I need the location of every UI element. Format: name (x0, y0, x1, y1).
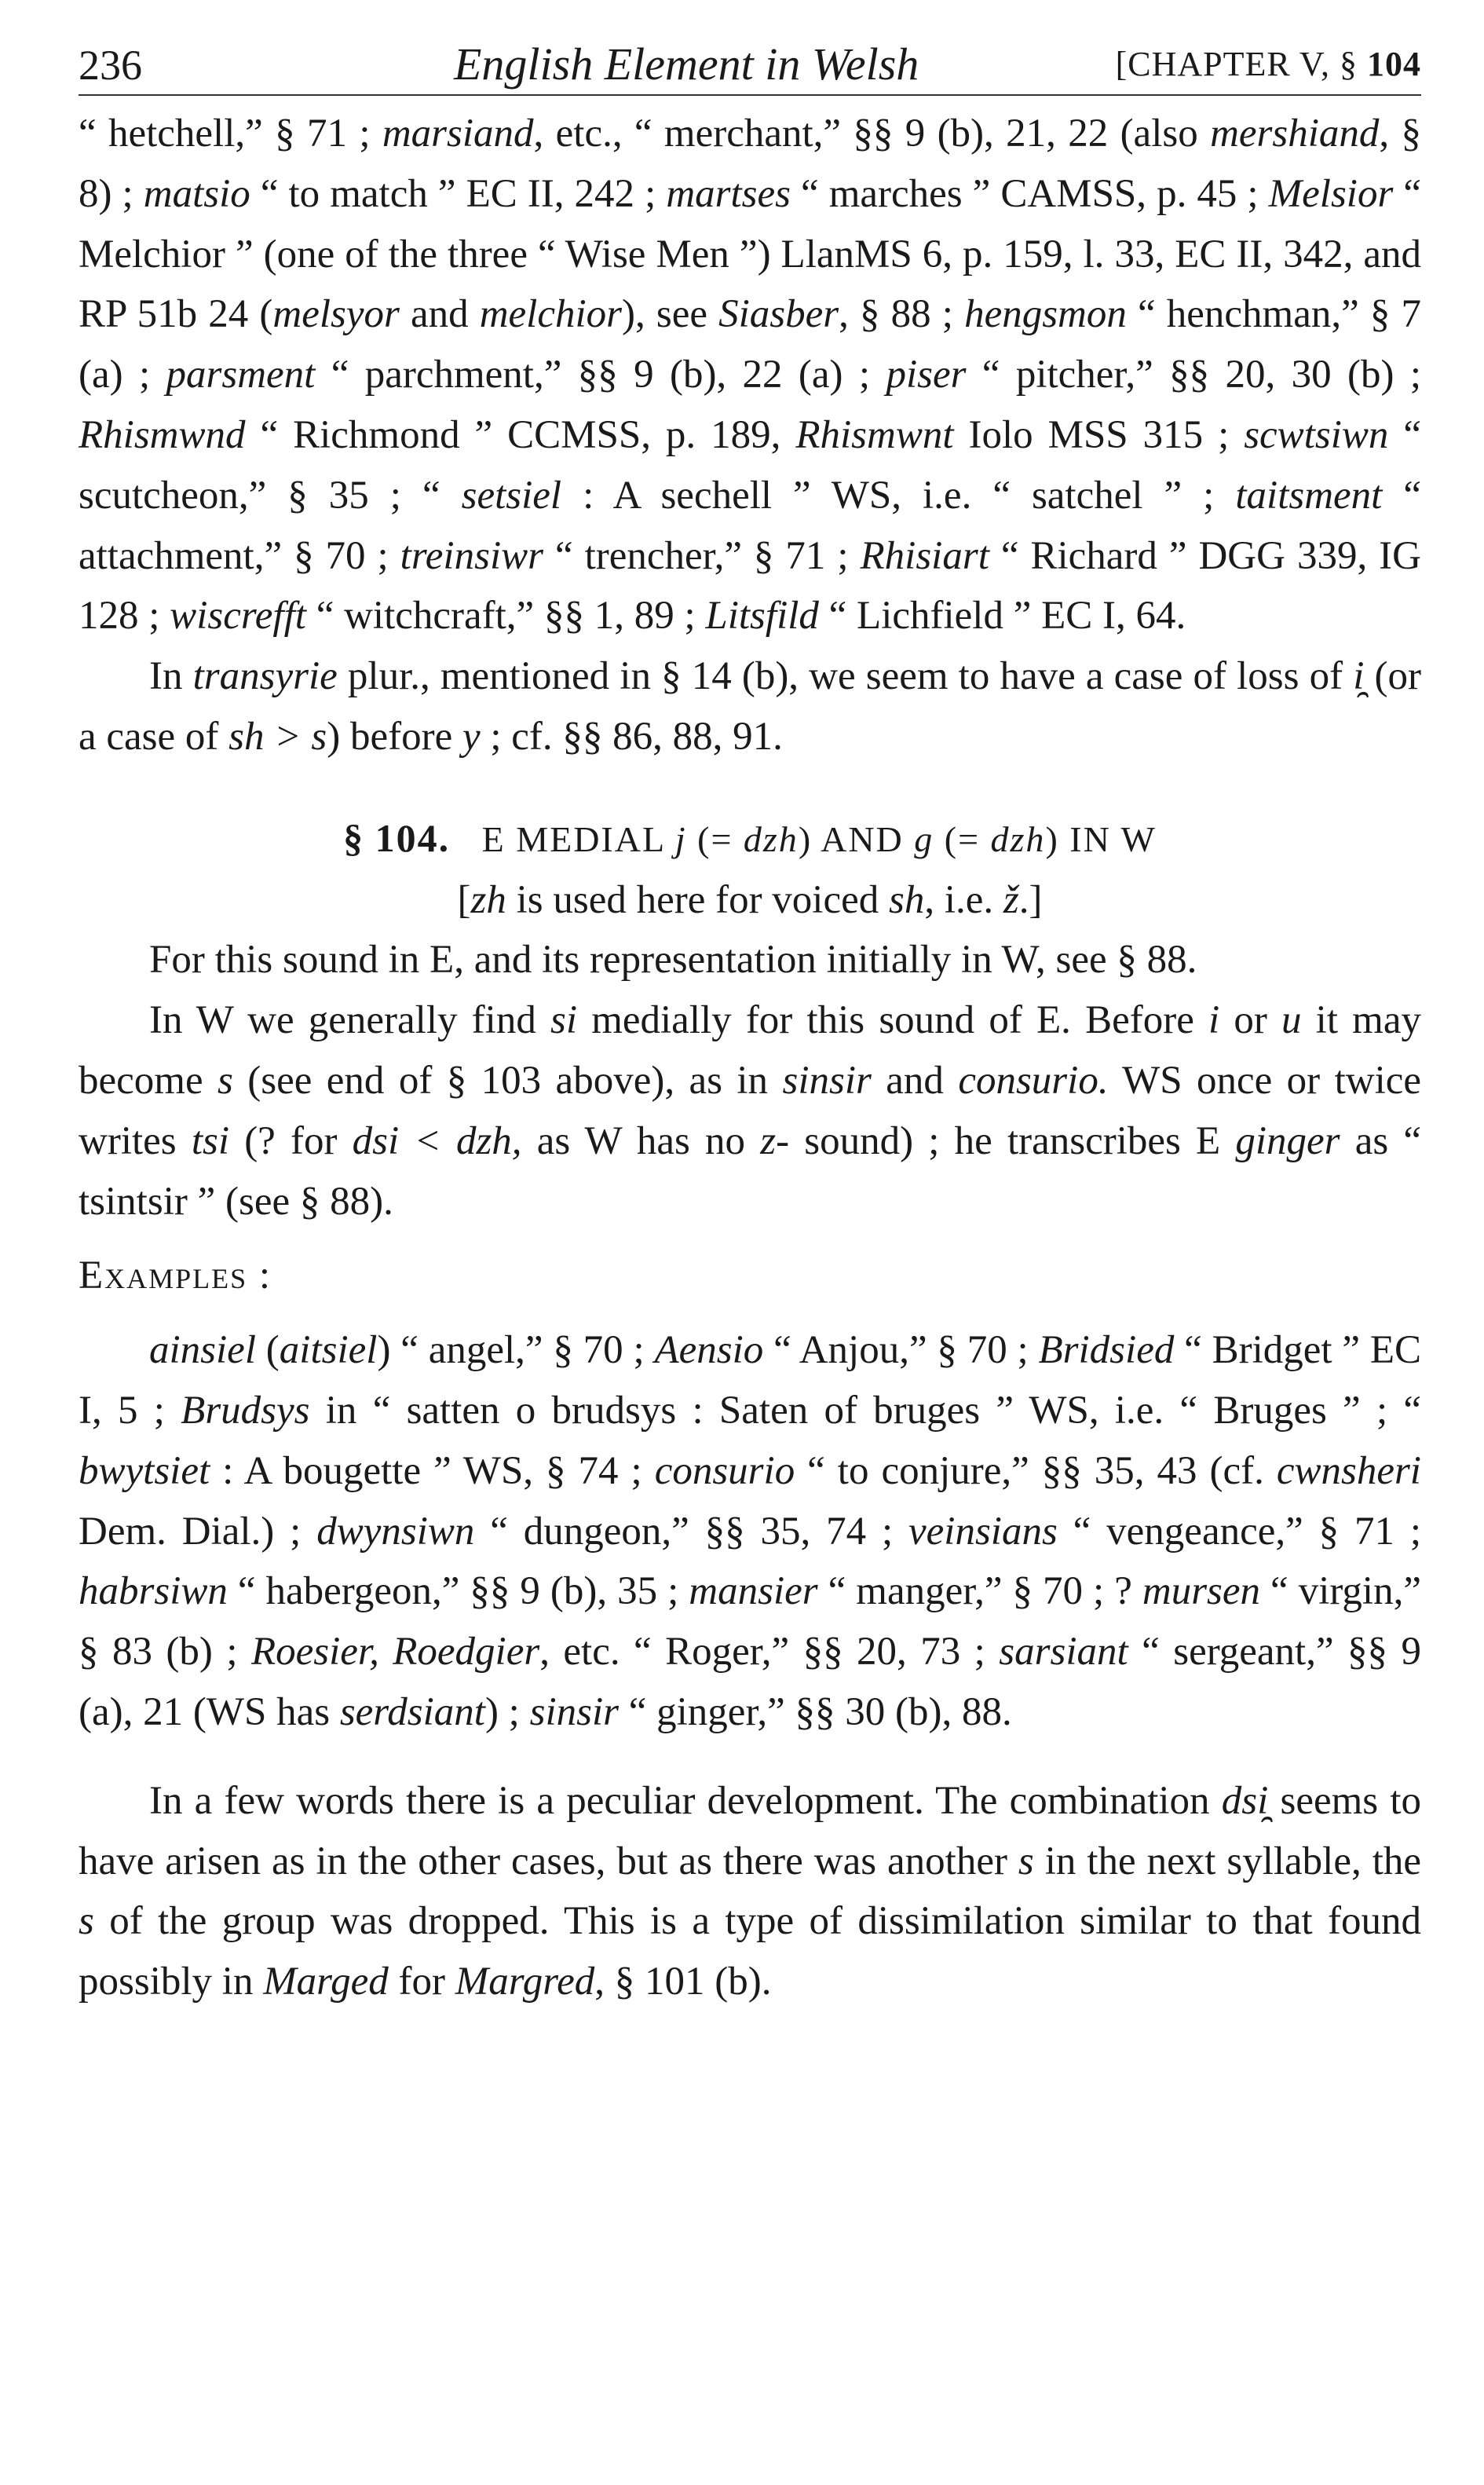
text-run: dzh (743, 818, 799, 859)
text-run: “ Bridget ” EC I, 5 ; (79, 1328, 1421, 1433)
text-run: sarsiant (999, 1630, 1128, 1674)
text-run: aitsiel (279, 1328, 378, 1373)
text-run: “ Richmond ” CCMSS, p. 189, (245, 412, 796, 457)
text-run: Dem. Dial.) ; (79, 1509, 317, 1554)
text-run: “ pitcher,” §§ 20, 30 (b) ; (966, 353, 1421, 397)
section-number: 104 (1367, 45, 1421, 83)
text-run: sound) ; he transcribes E (789, 1118, 1236, 1163)
text-run: medially for this sound of E. Before (577, 998, 1208, 1043)
text-run: Bridsied (1038, 1328, 1175, 1373)
text-run: s (1018, 1839, 1034, 1883)
text-run: “ to conjure,” §§ 35, 43 (cf. (795, 1448, 1277, 1493)
text-run: of the group was dropped. This is a type of dissimilation similar to that found possibly in (79, 1899, 1421, 2004)
text-run: In W we generally find (149, 998, 550, 1043)
text-run: , etc. “ Roger,” §§ 20, 73 ; (539, 1630, 1000, 1674)
text-run: ), see (622, 292, 719, 337)
paragraph-continuation (79, 104, 1421, 646)
text-run: “ Anjou,” § 70 ; (763, 1328, 1039, 1373)
text-run: “ attachment,” § 70 ; (79, 473, 1421, 578)
text-run: dsi̯ (1221, 1778, 1269, 1823)
text-run: “ sergeant,” §§ 9 (a), 21 (WS has (79, 1630, 1421, 1734)
text-run: sinsir (529, 1689, 619, 1734)
text-run: [ (457, 877, 471, 922)
text-run: mursen (1142, 1569, 1261, 1614)
text-run: habrsiwn (79, 1569, 228, 1614)
text-run: ž (1003, 877, 1019, 922)
text-run: Siasber (718, 292, 839, 337)
text-run: (= (934, 818, 991, 859)
text-run: i (1208, 998, 1220, 1043)
text-run: “ Richard ” DGG 339, IG 128 ; (79, 533, 1421, 639)
text-run: , i.e. (924, 877, 1003, 922)
text-run: ginger (1235, 1118, 1340, 1163)
text-run: ; cf. §§ 86, 88, 91. (480, 714, 783, 759)
text-run: (? for (229, 1118, 353, 1163)
text-run: “ trencher,” § 71 ; (543, 533, 861, 578)
text-run: Margred (455, 1960, 595, 2004)
text-run: dsi < dzh, (352, 1118, 522, 1163)
text-run: j (674, 818, 687, 859)
text-run: Melsior (1268, 171, 1394, 216)
text-run: .] (1018, 877, 1043, 922)
text-run: cwnsheri (1276, 1448, 1421, 1493)
paragraph-dissimilation (79, 1771, 1421, 2012)
text-run: as “ tsintsir ” (see § 88). (79, 1118, 1422, 1224)
text-run: melchior (479, 292, 623, 337)
text-run: 104. (375, 815, 451, 860)
text-run: for (388, 1960, 455, 2004)
text-run: setsiel (461, 473, 562, 518)
text-run: plur., mentioned in § 14 (b), we seem to have a case of loss of (337, 654, 1354, 699)
text-run: , etc., “ merchant,” §§ 9 (b), 21, 22 (also (533, 112, 1211, 156)
text-run: mansier (689, 1569, 818, 1614)
text-run: “ vengeance,” § 71 ; (1057, 1509, 1421, 1554)
body-text (79, 96, 1421, 2012)
section-heading (79, 808, 1421, 870)
text-run: “ scutcheon,” § 35 ; “ (79, 412, 1421, 518)
text-run: Brudsys (181, 1388, 310, 1433)
text-run: in “ satten o brudsys : Saten of bruges ” WS, i.e. “ Bruges ” ; “ (309, 1388, 1422, 1433)
text-run: ) IN W (1045, 818, 1157, 859)
text-run: sinsir (782, 1058, 872, 1103)
text-run: : A bougette ” WS, § 74 ; (210, 1448, 655, 1493)
text-run: g (914, 818, 934, 859)
text-run: wiscrefft (170, 594, 306, 639)
text-run: “ witchcraft,” §§ 1, 89 ; (305, 594, 706, 639)
text-run: “ henchman,” § 7 (a) ; (79, 292, 1421, 397)
text-run: treinsiwr (400, 533, 543, 578)
text-run: in the next syllable, the (1033, 1839, 1421, 1883)
text-run: Rhismwnt (795, 412, 954, 457)
text-run: sh (889, 877, 925, 922)
text-run: dzh (990, 818, 1046, 859)
examples-list (79, 1320, 1421, 1743)
running-title: English Element in Welsh (454, 38, 919, 90)
text-run: hengsmon (964, 292, 1127, 337)
text-run: WS once or twice writes (79, 1058, 1422, 1163)
text-run: and (399, 292, 480, 337)
text-run: (or a case of (79, 654, 1422, 759)
text-run: Iolo MSS 315 ; (953, 412, 1245, 457)
text-run: melsyor (272, 292, 400, 337)
text-run: Rhismwnd (79, 412, 246, 457)
text-run: i̯ (1353, 654, 1365, 699)
text-run: scwtsiwn (1244, 412, 1389, 457)
text-run: ainsiel (149, 1328, 256, 1373)
text-run: y (462, 714, 481, 759)
text-run: mershiand (1210, 112, 1380, 156)
text-run: : A sechell ” WS, i.e. “ satchel ” ; (561, 473, 1236, 518)
text-run: “ virgin,” § 83 (b) ; (79, 1569, 1421, 1674)
text-run: “ Lichfield ” EC I, 64. (818, 594, 1186, 639)
text-run: Roesier, Roedgier (250, 1630, 540, 1674)
text-run: bwytsiet (79, 1448, 210, 1493)
chapter-reference (1116, 44, 1421, 84)
running-header (79, 31, 1421, 96)
text-run: s (217, 1058, 233, 1103)
text-run: In (149, 654, 193, 699)
text-run: E MEDIAL (481, 818, 675, 859)
text-run: “ habergeon,” §§ 9 (b), 35 ; (227, 1569, 689, 1614)
paragraph-sound: For this sound in E, and its representation initially in W, see § 88. (149, 938, 1197, 983)
text-run: “ marches ” CAMSS, p. 45 ; (791, 171, 1269, 216)
text-run: veinsians (908, 1509, 1058, 1554)
text-run: consurio (654, 1448, 795, 1493)
text-run: s (79, 1899, 94, 1944)
text-run: ) before (327, 714, 462, 759)
text-run: , § 88 ; (839, 292, 965, 337)
paragraph-transyrie (79, 646, 1421, 767)
text-run: Marged (263, 1960, 389, 2004)
paragraph-medial (79, 990, 1421, 1232)
text-run: zh (470, 877, 506, 922)
text-run: dwynsiwn (316, 1509, 475, 1554)
text-run: ( (256, 1328, 280, 1373)
text-run: transyrie (192, 654, 338, 699)
text-run: tsi (191, 1118, 230, 1163)
text-run: Litsfild (705, 594, 819, 639)
text-run: u (1281, 998, 1302, 1043)
text-run: ) “ angel,” § 70 ; (377, 1328, 655, 1373)
section-note (79, 870, 1421, 931)
chapter-label: [CHAPTER V, § (1115, 45, 1358, 83)
text-run: parsment (166, 353, 316, 397)
text-run: marsiand (382, 112, 534, 156)
text-run: ) AND (798, 818, 915, 859)
text-run: “ manger,” § 70 ; ? (817, 1569, 1142, 1614)
text-run: “ dungeon,” §§ 35, 74 ; (474, 1509, 908, 1554)
text-run: (see end of § 103 above), as in (232, 1058, 783, 1103)
text-run: Rhisiart (860, 533, 989, 578)
text-run: z- (760, 1118, 790, 1163)
text-run: consurio. (958, 1058, 1109, 1103)
text-run: piser (886, 353, 967, 397)
text-run: sh > s (228, 714, 327, 759)
text-run: is used here for voiced (506, 877, 889, 922)
text-run: martses (666, 171, 791, 216)
text-run: Aensio (654, 1328, 764, 1373)
page-number: 236 (79, 42, 142, 89)
text-run: as W has no (521, 1118, 761, 1163)
text-run: taitsment (1235, 473, 1383, 518)
text-run: “ Melchior ” (one of the three “ Wise Men ”) LlanMS 6, p. 159, l. 33, EC II, 342, and RP 51b 24 ( (79, 171, 1421, 337)
text-run: “ to match ” EC II, 242 ; (250, 171, 667, 216)
text-run: ) ; (484, 1689, 530, 1734)
text-run: (= (686, 818, 744, 859)
text-run: seems to have arisen as in the other cases, but as there was another (79, 1778, 1421, 1883)
text-run: and (871, 1058, 959, 1103)
text-run: “ parchment,” §§ 9 (b), 22 (a) ; (315, 353, 886, 397)
text-run: it may become (79, 998, 1421, 1103)
text-run: , § 101 (b). (594, 1960, 772, 2004)
text-run: matsio (143, 171, 250, 216)
examples-label: Examples : (79, 1253, 272, 1298)
text-run: “ hetchell,” § 71 ; (79, 112, 382, 156)
text-run: , § 8) ; (79, 112, 1422, 216)
text-run: or (1219, 998, 1281, 1043)
text-run: “ ginger,” §§ 30 (b), 88. (619, 1689, 1012, 1734)
text-run: serdsiant (339, 1689, 485, 1734)
text-run: si (550, 998, 578, 1043)
page (79, 31, 1421, 2012)
text-run: In a few words there is a peculiar development. The combination (149, 1778, 1222, 1823)
text-run: § (343, 815, 365, 860)
